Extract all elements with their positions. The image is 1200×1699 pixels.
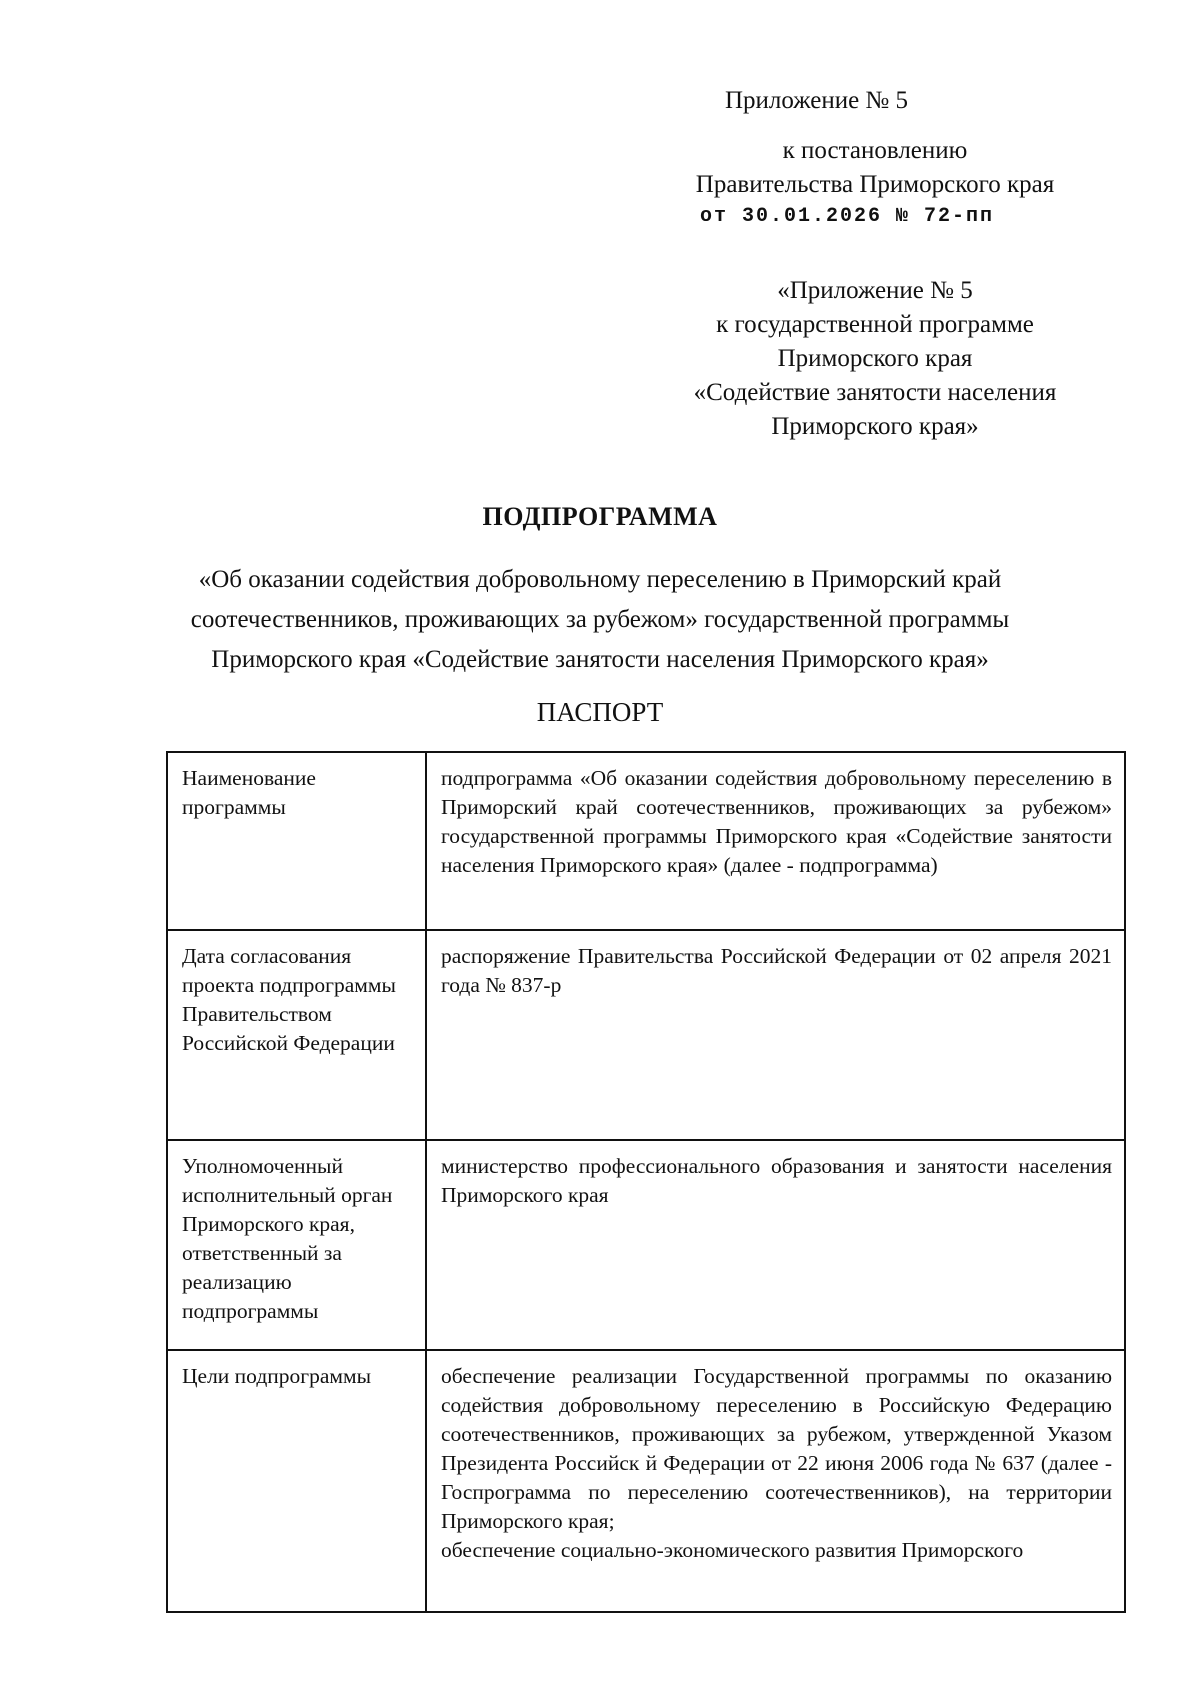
appendix-quote-line: к государственной программе [716, 311, 1034, 338]
row-label: Наименование программы [167, 752, 426, 930]
row-value: министерство профессионального образования и занятости населения Приморского края [426, 1140, 1125, 1350]
table-row [167, 752, 1125, 930]
subtitle-line: Приморского края «Содействие занятости населения Приморского края» [211, 646, 989, 673]
table-row [167, 1140, 1125, 1350]
subtitle-line: соотечественников, проживающих за рубежом» государственной программы [190, 606, 1010, 633]
row-label: Цели подпрограммы [167, 1350, 426, 1612]
row-label: Дата согласования проекта подпрограммы Правительством Российской Федерации [167, 930, 426, 1140]
passport-heading: ПАСПОРТ [536, 697, 664, 727]
decree-reference: от 30.01.2026 № 72-пп [700, 205, 995, 228]
value-paragraph: обеспечение реализации Государственной программы по оказанию содействия добровольному переселению в Российскую Федерацию соотечественников, проживающих за рубежом, утвержденной Указом Президента Российск й Федерации от 22 июня 2006 года № 637 (далее - Госпрограмма по переселению соотечественников), на территории Приморского края; [441, 1364, 1112, 1533]
appendix-title: Приложение № 5 [725, 87, 909, 114]
subtitle-line: «Об оказании содействия добровольному переселению в Приморский край [198, 566, 1002, 593]
table-row [167, 930, 1125, 1140]
document-title: ПОДПРОГРАММА [482, 502, 718, 531]
row-value [426, 1350, 1125, 1612]
row-label: Уполномоченный исполнительный орган Приморского края, ответственный за реализацию подпрограммы [167, 1140, 426, 1350]
passport-table [166, 751, 1126, 1613]
appendix-quote-line: Приморского края [777, 345, 973, 372]
table-row [167, 1350, 1125, 1612]
value-paragraph: обеспечение социально-экономического развития Приморского [441, 1538, 1024, 1562]
document-subtitle [150, 560, 1050, 680]
appendix-quote-line: Приморского края» [771, 413, 979, 440]
appendix-quote-line: «Содействие занятости населения [693, 379, 1057, 406]
appendix-line: к постановлению [782, 137, 968, 164]
appendix-line: Правительства Приморского края [695, 171, 1055, 198]
appendix-quote-line: «Приложение № 5 [777, 277, 973, 304]
row-value: подпрограмма «Об оказании содействия добровольному переселению в Приморский край соотечественников, проживающих за рубежом» государственной программы Приморского края «Содействие занятости населения Приморского края» (далее - подпрограмма) [426, 752, 1125, 930]
appendix-header [620, 84, 1130, 232]
row-value: распоряжение Правительства Российской Федерации от 02 апреля 2021 года № 837-р [426, 930, 1125, 1140]
appendix-quote [620, 274, 1130, 444]
